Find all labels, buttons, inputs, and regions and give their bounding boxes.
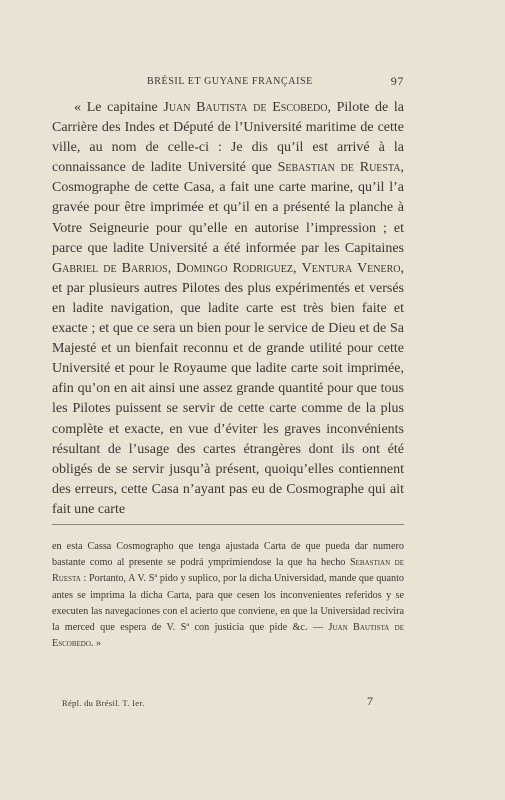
body-text: , et par plusieurs autres Pilotes des plus expérimentés et versés en ladite navigation, que ladite carte est très bien faite et exacte ; et que ce sera un bien pour le service de Dieu et de Sa Majesté et un bienfait reconnu et de grande utilité pour cette Université et pour le Royaume que ladite carte soit imprimée, afin qu’on en ait ainsi une assez grande quantité pour que tous les Pilotes puissent se servir de cette carte comme de la plus complète et exacte, en vue d’éviter les graves inconvénients résultant de l’usage des cartes étrangères dont ils ont été obligés de se servir jusqu’à présent, quoiqu’elles contiennent des erreurs, cette Casa n’ayant pas eu de Cosmographe qui ait fait une carte <box>52 260 405 517</box>
body-text: , <box>293 260 302 276</box>
footnote-divider <box>52 524 404 525</box>
signature-number: 7 <box>367 694 373 708</box>
person-name: Ventura Venero <box>301 260 401 276</box>
person-name: Juan Bautista de Escobedo <box>163 100 328 115</box>
footnote <box>52 539 404 652</box>
person-name: Gabriel de Barrios <box>52 260 168 276</box>
person-name: Sebastian de Ruesta <box>52 557 404 585</box>
body-text: , Pilote de la Carrière des Indes et Député de l’Université maritime de cette ville, au nom de celle-ci : Je dis qu’il est arrivé à la connaissance de ladite Université que <box>52 100 404 176</box>
footnote-text: en esta Cassa Cosmographo que tenga ajustada Carta de que pueda dar numero bastante como al presente se podrá ymprimiendose la que ha hecho <box>52 541 404 569</box>
person-name: Sebastian de Ruesta <box>277 160 401 176</box>
body-paragraph <box>52 98 404 520</box>
person-name: Domingo Rodriguez <box>176 260 294 276</box>
body-text: « Le capitaine <box>74 100 164 115</box>
person-name: Juan Bautista de Escobedo <box>52 622 404 650</box>
footnote-paragraph <box>52 539 404 652</box>
footnote-text: : Portanto, A V. Sª pido y suplico, por la dicha Universidad, mande que quanto antes se imprima la dicha Carta, para que cesen los inconvenientes referidos y se executen las navegaciones con el acierto que conviene, en que la Universidad recivira la merced que espera de V. Sª con justicia que pide &c. — <box>52 573 404 634</box>
body-text: , Cosmographe de cette Casa, a fait une carte marine, qu’il l’a gravée pour être imprimée et qu’il en a présenté la planche à Votre Seigneurie pour qu’elle en autorise l’impression ; et parce que ladite Université a été informée par les Capitaines <box>52 160 404 256</box>
body-text: , <box>167 260 177 276</box>
main-text <box>52 98 404 520</box>
page-number: 97 <box>390 74 404 88</box>
running-title: BRÉSIL ET GUYANE FRANÇAISE <box>147 76 313 87</box>
printer-signature: Répl. du Brésil. T. Ier. <box>62 698 145 708</box>
footnote-text: . » <box>90 638 102 650</box>
